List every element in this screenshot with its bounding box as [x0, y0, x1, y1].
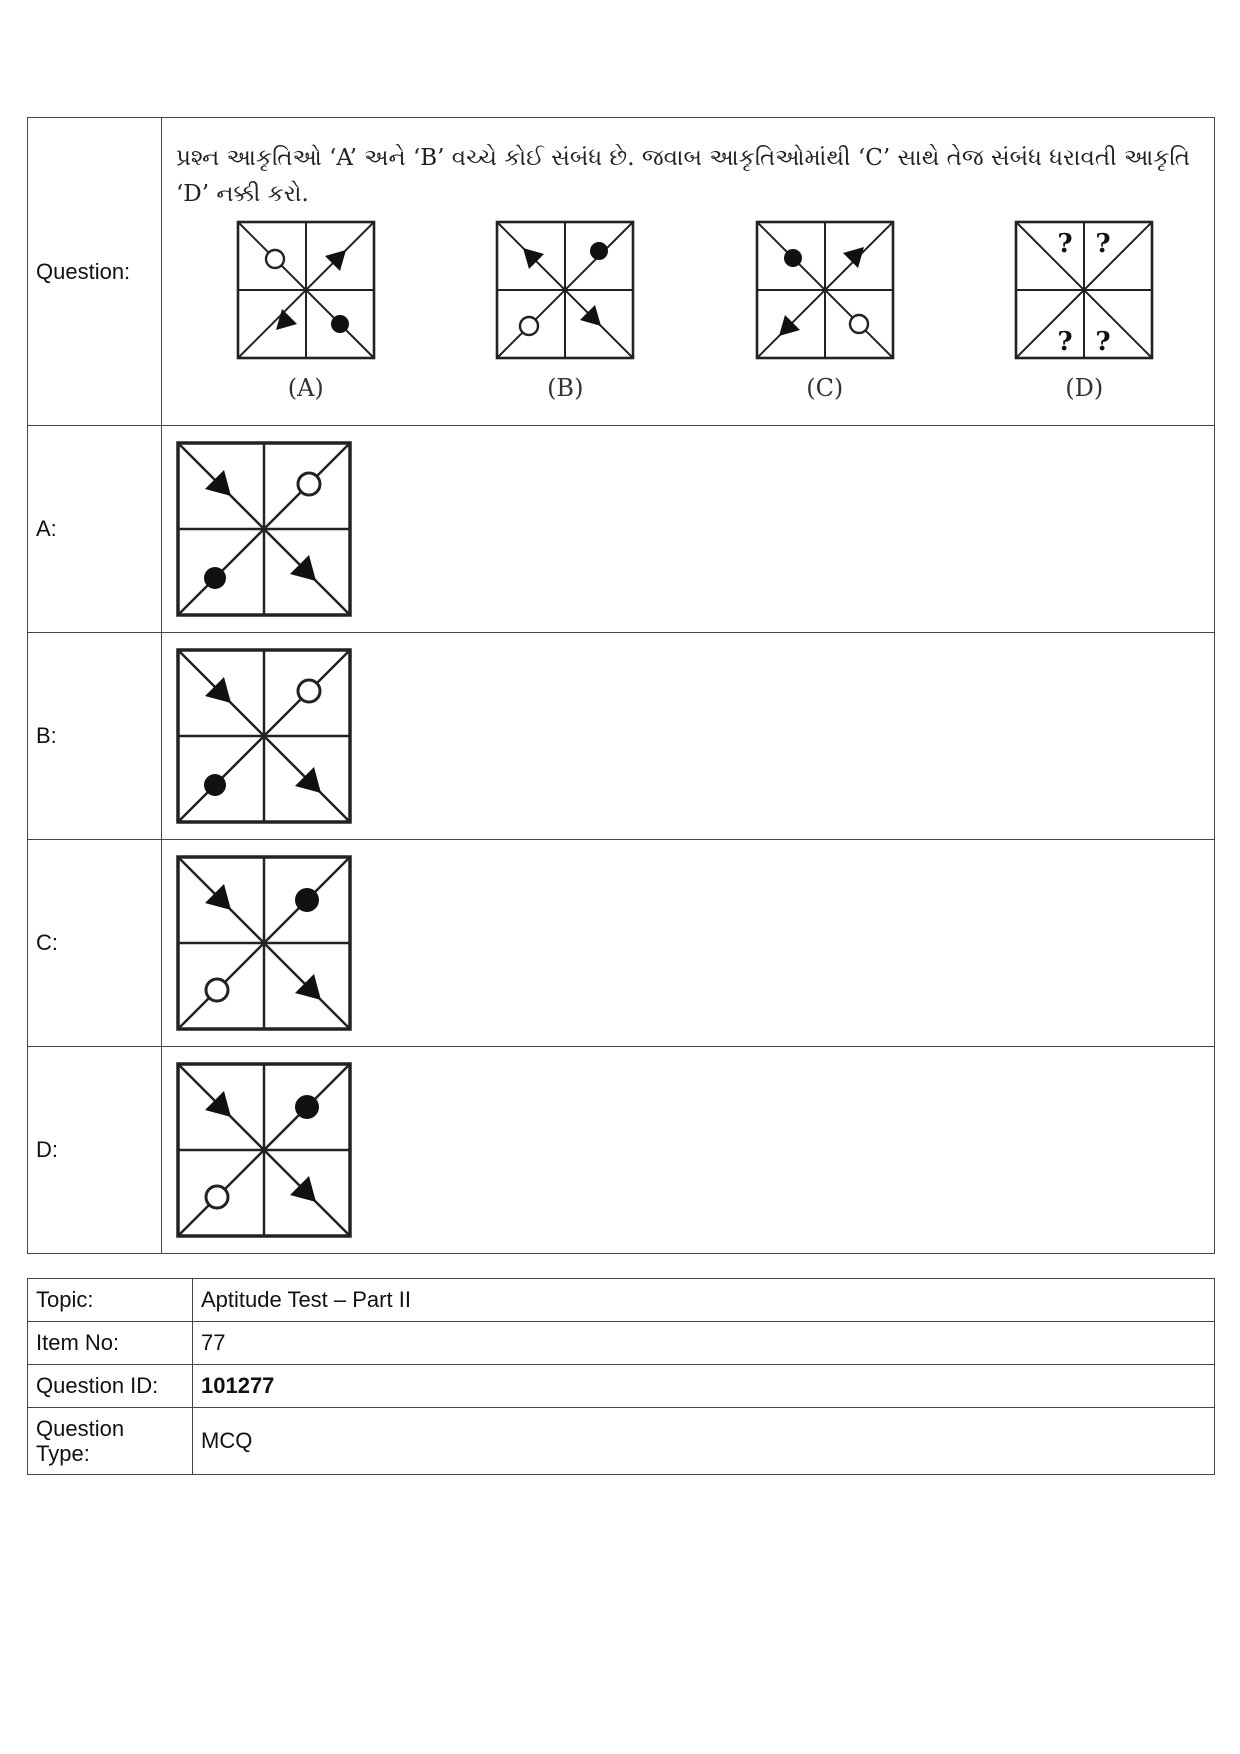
question-text: પ્રશ્ન આકૃતિઓ ‘A’ અને ‘B’ વચ્ચે કોઈ સંબંધ છે. જવાબ આકૃતિઓમાંથી ‘C’ સાથે તેજ સંબંધ ધરાવતી આકૃતિ ‘D’ નક્કી કરો.	[176, 144, 1190, 207]
question-row	[28, 118, 1215, 426]
meta-table	[27, 1278, 1215, 1475]
figure-label: (B)	[547, 373, 584, 402]
figure-label: (A)	[287, 373, 324, 402]
meta-row-item	[28, 1322, 1215, 1365]
meta-row-type	[28, 1408, 1215, 1475]
topic-value: Aptitude Test – Part II	[193, 1279, 1215, 1322]
topic-label: Topic:	[28, 1279, 193, 1322]
question-mark: ?	[1095, 326, 1111, 357]
option-b-figure-icon[interactable]	[176, 648, 352, 824]
option-d-figure-icon[interactable]	[176, 1062, 352, 1238]
option-b-content[interactable]	[162, 633, 1215, 840]
question-id-label: Question ID:	[28, 1365, 193, 1408]
option-label: C:	[28, 840, 162, 1047]
question-mark: ?	[1057, 326, 1073, 357]
option-a-figure-icon[interactable]	[176, 441, 352, 617]
figure-a-icon	[236, 220, 376, 360]
option-d-content[interactable]	[162, 1047, 1215, 1254]
item-no-value: 77	[193, 1322, 1215, 1365]
question-figures	[176, 220, 1214, 402]
question-type-label: Question Type:	[28, 1408, 193, 1475]
question-id-value: 101277	[193, 1365, 1215, 1408]
question-figure-c	[695, 220, 955, 402]
option-c-content[interactable]	[162, 840, 1215, 1047]
option-label: B:	[28, 633, 162, 840]
question-type-value: MCQ	[193, 1408, 1215, 1475]
option-c-figure-icon[interactable]	[176, 855, 352, 1031]
meta-row-topic	[28, 1279, 1215, 1322]
question-content	[162, 118, 1215, 426]
question-table	[27, 117, 1215, 1254]
option-label: A:	[28, 426, 162, 633]
option-row-b[interactable]	[28, 633, 1215, 840]
question-figure-d	[955, 220, 1215, 402]
figure-b-icon	[495, 220, 635, 360]
meta-row-qid	[28, 1365, 1215, 1408]
figure-label: (D)	[1065, 373, 1104, 402]
question-label: Question:	[28, 118, 162, 426]
figure-label: (C)	[806, 373, 844, 402]
option-label: D:	[28, 1047, 162, 1254]
option-row-c[interactable]	[28, 840, 1215, 1047]
question-mark: ?	[1057, 228, 1073, 259]
option-a-content[interactable]	[162, 426, 1215, 633]
figure-c-icon	[755, 220, 895, 360]
item-no-label: Item No:	[28, 1322, 193, 1365]
option-row-a[interactable]	[28, 426, 1215, 633]
question-figure-b	[436, 220, 696, 402]
question-mark: ?	[1095, 228, 1111, 259]
option-row-d[interactable]	[28, 1047, 1215, 1254]
figure-d-icon	[1014, 220, 1154, 360]
question-figure-a	[176, 220, 436, 402]
